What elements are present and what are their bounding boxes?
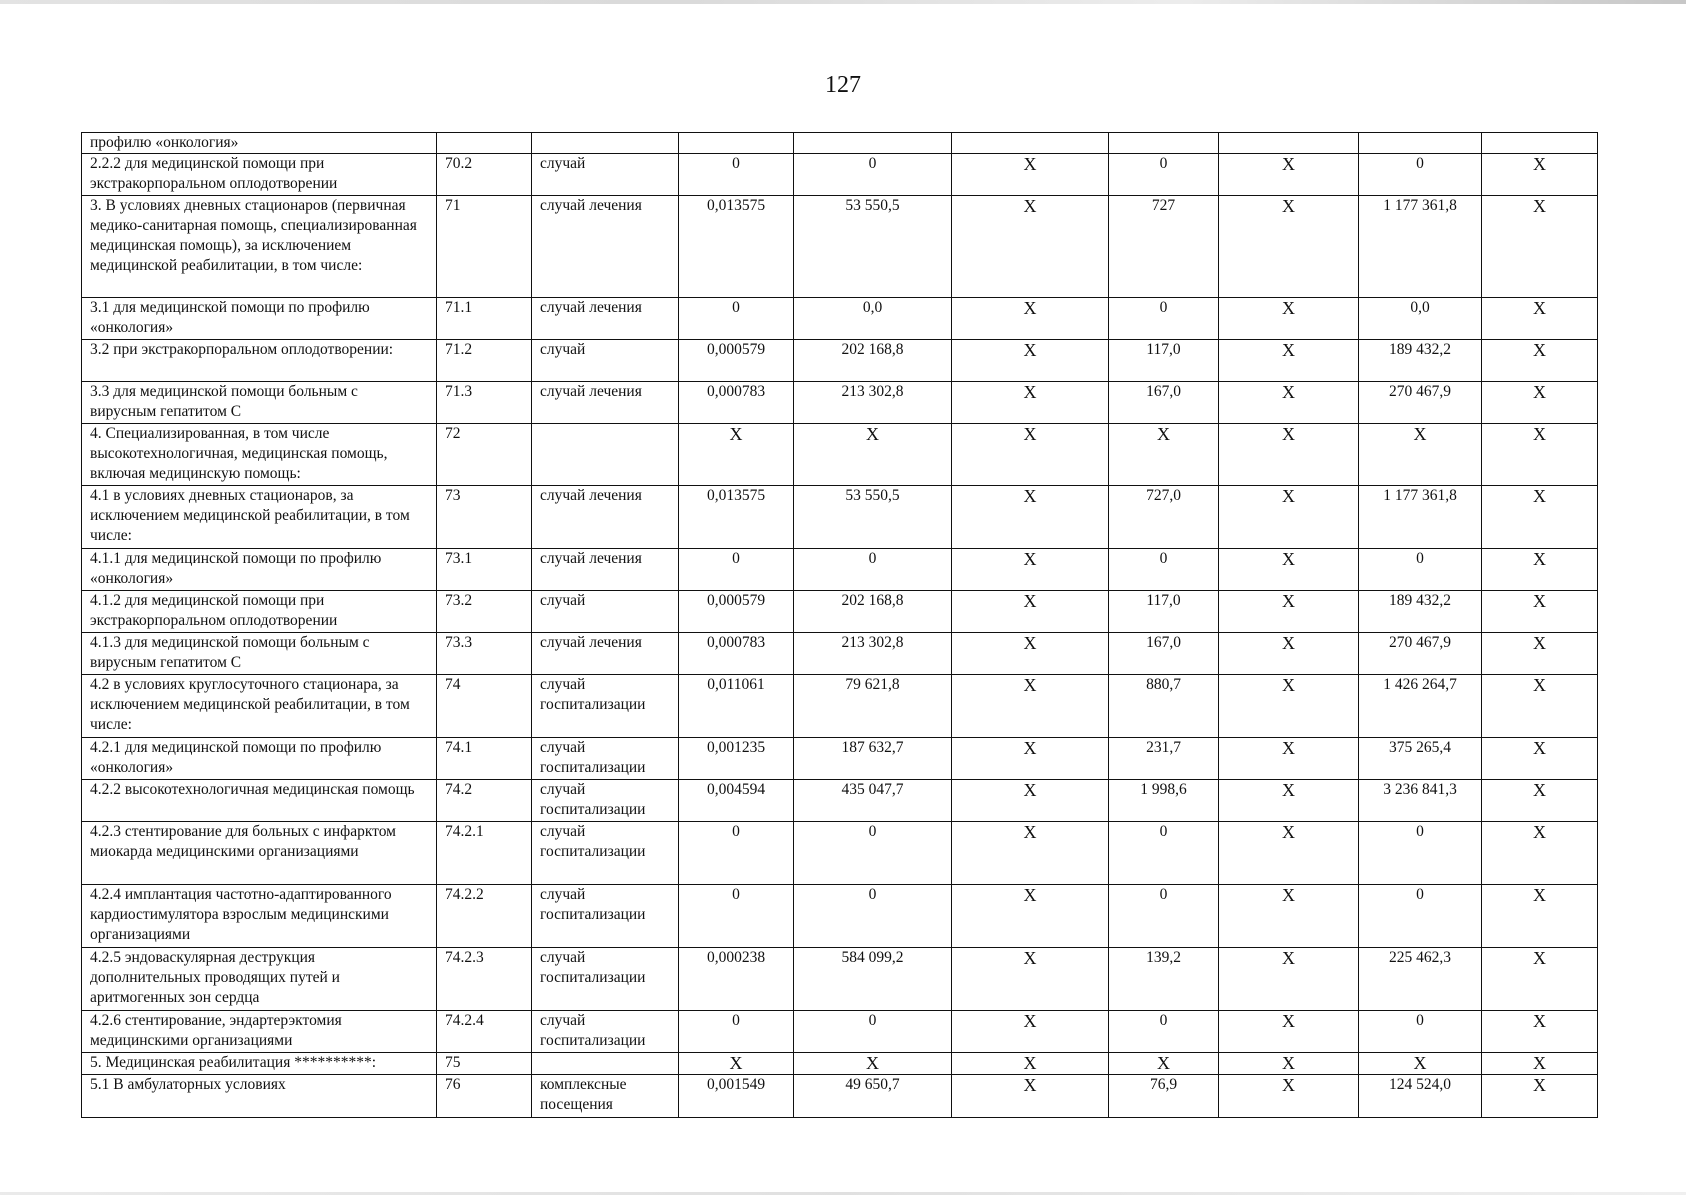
norm-volume-cell: 0,004594 — [679, 780, 794, 822]
unit-cell: случай госпитализации — [532, 675, 679, 738]
norm-volume-cell: 0,000238 — [679, 948, 794, 1011]
column-6-cell: Х — [952, 948, 1109, 1011]
total-cost-cell: 270 467,9 — [1359, 382, 1482, 424]
per-capita-cell: 0 — [1109, 822, 1219, 885]
total-cost-cell: 189 432,2 — [1359, 591, 1482, 633]
unit-cell: случай лечения — [532, 549, 679, 591]
table-row — [82, 1011, 1598, 1053]
column-10-cell: Х — [1482, 298, 1598, 340]
unit-cell: случай — [532, 154, 679, 196]
item-name-cell: профилю «онкология» — [82, 133, 437, 154]
column-8-cell: Х — [1219, 1075, 1359, 1118]
unit-cell — [532, 424, 679, 486]
table-row — [82, 486, 1598, 549]
column-6-cell: Х — [952, 591, 1109, 633]
cost-per-unit-cell: 202 168,8 — [794, 591, 952, 633]
column-10-cell: Х — [1482, 948, 1598, 1011]
item-name-cell: 4.2.6 стентирование, эндартерэктомия медицинскими организациями — [82, 1011, 437, 1053]
total-cost-cell: 0 — [1359, 822, 1482, 885]
total-cost-cell: 270 467,9 — [1359, 633, 1482, 675]
table-row — [82, 298, 1598, 340]
column-8-cell: Х — [1219, 298, 1359, 340]
norm-volume-cell: 0,001549 — [679, 1075, 794, 1118]
total-cost-cell: 0 — [1359, 154, 1482, 196]
cost-per-unit-cell: 0 — [794, 549, 952, 591]
item-name-cell: 4.1 в условиях дневных стационаров, за исключением медицинской реабилитации, в том числе: — [82, 486, 437, 549]
column-6-cell: Х — [952, 382, 1109, 424]
cost-per-unit-cell: 187 632,7 — [794, 738, 952, 780]
item-name-cell: 4.1.1 для медицинской помощи по профилю «онкология» — [82, 549, 437, 591]
item-name-cell: 3. В условиях дневных стационаров (первичная медико-санитарная помощь, специализированная медицинская помощь), за исключением медицинской реабилитации, в том числе: — [82, 196, 437, 298]
per-capita-cell — [1109, 133, 1219, 154]
cost-per-unit-cell: 0 — [794, 1011, 952, 1053]
row-code-cell: 73.2 — [437, 591, 532, 633]
norm-volume-cell: 0 — [679, 1011, 794, 1053]
cost-per-unit-cell: 53 550,5 — [794, 486, 952, 549]
item-name-cell: 3.2 при экстракорпоральном оплодотворении: — [82, 340, 437, 382]
column-10-cell: Х — [1482, 822, 1598, 885]
column-10-cell: Х — [1482, 549, 1598, 591]
per-capita-cell: 167,0 — [1109, 633, 1219, 675]
row-code-cell: 73 — [437, 486, 532, 549]
unit-cell — [532, 133, 679, 154]
column-6-cell: Х — [952, 486, 1109, 549]
column-10-cell: Х — [1482, 340, 1598, 382]
table-row — [82, 885, 1598, 948]
per-capita-cell: 117,0 — [1109, 340, 1219, 382]
column-10-cell: Х — [1482, 738, 1598, 780]
column-8-cell: Х — [1219, 633, 1359, 675]
column-10-cell: Х — [1482, 780, 1598, 822]
row-code-cell: 73.3 — [437, 633, 532, 675]
norm-volume-cell: 0 — [679, 885, 794, 948]
row-code-cell: 71.2 — [437, 340, 532, 382]
total-cost-cell: 189 432,2 — [1359, 340, 1482, 382]
per-capita-cell: 0 — [1109, 154, 1219, 196]
table-row — [82, 738, 1598, 780]
row-code-cell: 74 — [437, 675, 532, 738]
unit-cell: случай госпитализации — [532, 822, 679, 885]
total-cost-cell: 1 177 361,8 — [1359, 196, 1482, 298]
unit-cell: случай госпитализации — [532, 738, 679, 780]
row-code-cell: 74.2.1 — [437, 822, 532, 885]
row-code-cell: 76 — [437, 1075, 532, 1118]
column-6-cell: Х — [952, 154, 1109, 196]
item-name-cell: 4.2.3 стентирование для больных с инфарктом миокарда медицинскими организациями — [82, 822, 437, 885]
cost-per-unit-cell: 0 — [794, 154, 952, 196]
column-10-cell: Х — [1482, 1011, 1598, 1053]
item-name-cell: 4. Специализированная, в том числе высокотехнологичная, медицинская помощь, включая медицинскую помощь: — [82, 424, 437, 486]
column-10-cell: Х — [1482, 486, 1598, 549]
total-cost-cell: 0 — [1359, 549, 1482, 591]
column-8-cell: Х — [1219, 549, 1359, 591]
norm-volume-cell: 0 — [679, 298, 794, 340]
per-capita-cell: 727 — [1109, 196, 1219, 298]
column-8-cell: Х — [1219, 382, 1359, 424]
cost-per-unit-cell: 213 302,8 — [794, 633, 952, 675]
column-8-cell: Х — [1219, 675, 1359, 738]
cost-per-unit-cell: 53 550,5 — [794, 196, 952, 298]
column-10-cell: Х — [1482, 885, 1598, 948]
column-6-cell: Х — [952, 885, 1109, 948]
unit-cell: случай лечения — [532, 486, 679, 549]
item-name-cell: 4.2.4 имплантация частотно-адаптированного кардиостимулятора взрослым медицинскими организациями — [82, 885, 437, 948]
table-row — [82, 948, 1598, 1011]
table-row — [82, 780, 1598, 822]
column-10-cell: Х — [1482, 154, 1598, 196]
table-row — [82, 1075, 1598, 1118]
total-cost-cell: 1 426 264,7 — [1359, 675, 1482, 738]
column-10-cell: Х — [1482, 1053, 1598, 1075]
column-8-cell: Х — [1219, 948, 1359, 1011]
column-8-cell: Х — [1219, 885, 1359, 948]
table-row — [82, 591, 1598, 633]
column-8-cell: Х — [1219, 822, 1359, 885]
item-name-cell: 5. Медицинская реабилитация **********: — [82, 1053, 437, 1075]
table-row — [82, 822, 1598, 885]
column-8-cell: Х — [1219, 486, 1359, 549]
total-cost-cell: 124 524,0 — [1359, 1075, 1482, 1118]
norm-volume-cell: 0,000579 — [679, 340, 794, 382]
column-8-cell: Х — [1219, 591, 1359, 633]
unit-cell: случай госпитализации — [532, 780, 679, 822]
column-8-cell: Х — [1219, 1011, 1359, 1053]
per-capita-cell: 76,9 — [1109, 1075, 1219, 1118]
column-8-cell: Х — [1219, 340, 1359, 382]
per-capita-cell: Х — [1109, 424, 1219, 486]
total-cost-cell: 1 177 361,8 — [1359, 486, 1482, 549]
row-code-cell: 74.2 — [437, 780, 532, 822]
norm-volume-cell: 0 — [679, 549, 794, 591]
per-capita-cell: Х — [1109, 1053, 1219, 1075]
unit-cell: случай госпитализации — [532, 1011, 679, 1053]
item-name-cell: 5.1 В амбулаторных условиях — [82, 1075, 437, 1118]
column-6-cell: Х — [952, 633, 1109, 675]
cost-per-unit-cell: 584 099,2 — [794, 948, 952, 1011]
unit-cell: случай лечения — [532, 298, 679, 340]
table-row — [82, 133, 1598, 154]
column-10-cell: Х — [1482, 1075, 1598, 1118]
per-capita-cell: 1 998,6 — [1109, 780, 1219, 822]
item-name-cell: 4.2.1 для медицинской помощи по профилю «онкология» — [82, 738, 437, 780]
unit-cell: случай лечения — [532, 633, 679, 675]
row-code-cell: 71.3 — [437, 382, 532, 424]
per-capita-cell: 231,7 — [1109, 738, 1219, 780]
cost-per-unit-cell: Х — [794, 1053, 952, 1075]
item-name-cell: 4.2.5 эндоваскулярная деструкция дополнительных проводящих путей и аритмогенных зон сердца — [82, 948, 437, 1011]
norm-volume-cell: 0,000783 — [679, 382, 794, 424]
norm-volume-cell: 0,013575 — [679, 196, 794, 298]
cost-per-unit-cell: Х — [794, 424, 952, 486]
cost-per-unit-cell: 0 — [794, 822, 952, 885]
column-6-cell: Х — [952, 1075, 1109, 1118]
item-name-cell: 4.1.3 для медицинской помощи больным с вирусным гепатитом С — [82, 633, 437, 675]
total-cost-cell: 225 462,3 — [1359, 948, 1482, 1011]
cost-per-unit-cell — [794, 133, 952, 154]
row-code-cell: 73.1 — [437, 549, 532, 591]
per-capita-cell: 117,0 — [1109, 591, 1219, 633]
column-8-cell: Х — [1219, 154, 1359, 196]
item-name-cell: 2.2.2 для медицинской помощи при экстракорпоральном оплодотворении — [82, 154, 437, 196]
row-code-cell: 74.2.4 — [437, 1011, 532, 1053]
column-8-cell: Х — [1219, 196, 1359, 298]
table-row — [82, 633, 1598, 675]
per-capita-cell: 139,2 — [1109, 948, 1219, 1011]
item-name-cell: 3.3 для медицинской помощи больным с вирусным гепатитом С — [82, 382, 437, 424]
norm-volume-cell: 0 — [679, 154, 794, 196]
norm-volume-cell: 0,001235 — [679, 738, 794, 780]
norm-volume-cell: Х — [679, 1053, 794, 1075]
table-row — [82, 196, 1598, 298]
table-row — [82, 549, 1598, 591]
page-number: 127 — [825, 72, 861, 98]
row-code-cell: 75 — [437, 1053, 532, 1075]
row-code-cell: 70.2 — [437, 154, 532, 196]
row-code-cell: 71 — [437, 196, 532, 298]
total-cost-cell: 375 265,4 — [1359, 738, 1482, 780]
column-10-cell: Х — [1482, 675, 1598, 738]
unit-cell: случай госпитализации — [532, 948, 679, 1011]
column-10-cell: Х — [1482, 424, 1598, 486]
table-row — [82, 154, 1598, 196]
cost-per-unit-cell: 0 — [794, 885, 952, 948]
per-capita-cell: 0 — [1109, 298, 1219, 340]
scan-edge-top — [0, 0, 1686, 4]
table-row — [82, 340, 1598, 382]
column-8-cell: Х — [1219, 1053, 1359, 1075]
column-8-cell: Х — [1219, 424, 1359, 486]
column-6-cell: Х — [952, 780, 1109, 822]
unit-cell: случай — [532, 591, 679, 633]
column-6-cell: Х — [952, 1011, 1109, 1053]
total-cost-cell: 3 236 841,3 — [1359, 780, 1482, 822]
column-6-cell: Х — [952, 196, 1109, 298]
column-6-cell: Х — [952, 738, 1109, 780]
column-10-cell: Х — [1482, 382, 1598, 424]
cost-per-unit-cell: 0,0 — [794, 298, 952, 340]
total-cost-cell — [1359, 133, 1482, 154]
per-capita-cell: 0 — [1109, 549, 1219, 591]
unit-cell: комплексные посещения — [532, 1075, 679, 1118]
cost-per-unit-cell: 49 650,7 — [794, 1075, 952, 1118]
row-code-cell — [437, 133, 532, 154]
table-row — [82, 1053, 1598, 1075]
row-code-cell: 74.2.2 — [437, 885, 532, 948]
per-capita-cell: 727,0 — [1109, 486, 1219, 549]
unit-cell: случай лечения — [532, 196, 679, 298]
column-6-cell: Х — [952, 298, 1109, 340]
norm-volume-cell — [679, 133, 794, 154]
total-cost-cell: Х — [1359, 1053, 1482, 1075]
column-8-cell: Х — [1219, 780, 1359, 822]
table-row — [82, 675, 1598, 738]
cost-per-unit-cell: 202 168,8 — [794, 340, 952, 382]
column-6-cell: Х — [952, 675, 1109, 738]
total-cost-cell: Х — [1359, 424, 1482, 486]
item-name-cell: 4.1.2 для медицинской помощи при экстракорпоральном оплодотворении — [82, 591, 437, 633]
data-table — [81, 132, 1598, 1118]
row-code-cell: 74.2.3 — [437, 948, 532, 1011]
column-8-cell: Х — [1219, 738, 1359, 780]
item-name-cell: 3.1 для медицинской помощи по профилю «онкология» — [82, 298, 437, 340]
column-6-cell: Х — [952, 549, 1109, 591]
per-capita-cell: 0 — [1109, 1011, 1219, 1053]
total-cost-cell: 0,0 — [1359, 298, 1482, 340]
column-10-cell — [1482, 133, 1598, 154]
norm-volume-cell: 0,000579 — [679, 591, 794, 633]
norm-volume-cell: 0,013575 — [679, 486, 794, 549]
total-cost-cell: 0 — [1359, 1011, 1482, 1053]
cost-per-unit-cell: 435 047,7 — [794, 780, 952, 822]
item-name-cell: 4.2 в условиях круглосуточного стационара, за исключением медицинской реабилитации, в том числе: — [82, 675, 437, 738]
unit-cell: случай — [532, 340, 679, 382]
per-capita-cell: 0 — [1109, 885, 1219, 948]
table-body — [82, 133, 1598, 1118]
unit-cell: случай госпитализации — [532, 885, 679, 948]
unit-cell — [532, 1053, 679, 1075]
norm-volume-cell: 0,000783 — [679, 633, 794, 675]
total-cost-cell: 0 — [1359, 885, 1482, 948]
column-6-cell: Х — [952, 1053, 1109, 1075]
column-6-cell: Х — [952, 822, 1109, 885]
column-10-cell: Х — [1482, 633, 1598, 675]
column-8-cell — [1219, 133, 1359, 154]
row-code-cell: 72 — [437, 424, 532, 486]
column-6-cell — [952, 133, 1109, 154]
scan-edge-bottom — [0, 1192, 1686, 1195]
per-capita-cell: 880,7 — [1109, 675, 1219, 738]
column-10-cell: Х — [1482, 591, 1598, 633]
item-name-cell: 4.2.2 высокотехнологичная медицинская помощь — [82, 780, 437, 822]
unit-cell: случай лечения — [532, 382, 679, 424]
table-row — [82, 382, 1598, 424]
column-6-cell: Х — [952, 424, 1109, 486]
norm-volume-cell: 0 — [679, 822, 794, 885]
row-code-cell: 74.1 — [437, 738, 532, 780]
column-10-cell: Х — [1482, 196, 1598, 298]
row-code-cell: 71.1 — [437, 298, 532, 340]
table-row — [82, 424, 1598, 486]
norm-volume-cell: Х — [679, 424, 794, 486]
cost-per-unit-cell: 79 621,8 — [794, 675, 952, 738]
per-capita-cell: 167,0 — [1109, 382, 1219, 424]
norm-volume-cell: 0,011061 — [679, 675, 794, 738]
column-6-cell: Х — [952, 340, 1109, 382]
cost-per-unit-cell: 213 302,8 — [794, 382, 952, 424]
